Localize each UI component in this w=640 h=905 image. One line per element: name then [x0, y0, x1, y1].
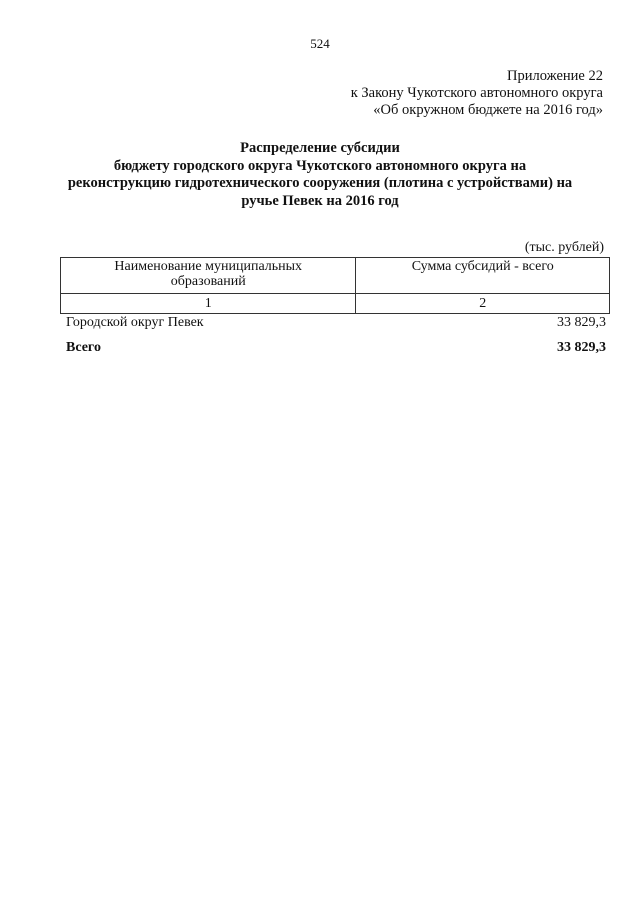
- total-row: [66, 340, 606, 356]
- appendix-line-1: Приложение 22: [507, 68, 603, 84]
- page-number: 524: [310, 36, 330, 51]
- header-municipality-line-1: Наименование муниципальных: [114, 259, 303, 274]
- total-label: Всего: [66, 340, 101, 355]
- table-row: [66, 315, 606, 331]
- header-municipality-line-2: образований: [170, 274, 246, 289]
- column-number-1: 1: [61, 294, 356, 314]
- column-number-2: 2: [356, 294, 610, 314]
- units-label: (тыс. рублей): [524, 240, 604, 255]
- appendix-line-3: «Об окружном бюджете на 2016 год»: [373, 102, 603, 118]
- subsidy-table-header: [60, 257, 610, 314]
- appendix-reference: [351, 68, 603, 119]
- header-subsidy-sum: Сумма субсидий - всего: [356, 258, 610, 294]
- title-line-4: ручье Певек на 2016 год: [241, 192, 399, 209]
- table-header-row: [61, 258, 610, 294]
- total-amount: 33 829,3: [557, 340, 606, 355]
- title-line-2: бюджету городского округа Чукотского автономного округа на: [113, 157, 527, 174]
- column-number-row: [61, 294, 610, 314]
- appendix-line-2: к Закону Чукотского автономного округа: [350, 85, 603, 101]
- header-municipality: [61, 258, 356, 294]
- row-subsidy-amount: 33 829,3: [557, 315, 606, 330]
- title-line-3: реконструкцию гидротехнического сооружения (плотина с устройствами) на: [67, 175, 573, 191]
- title-line-1: Распределение субсидии: [240, 140, 400, 156]
- document-title: [30, 140, 610, 210]
- row-municipality-name: Городской округ Певек: [66, 315, 204, 330]
